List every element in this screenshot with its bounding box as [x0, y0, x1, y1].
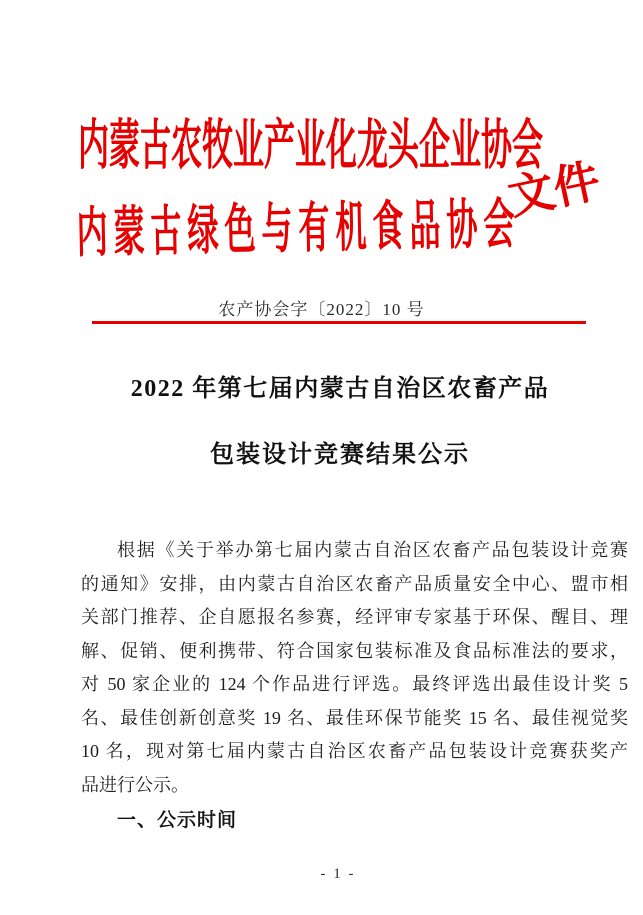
- body-paragraph: [81, 534, 628, 832]
- document-number: 农产协会字〔2022〕10 号: [218, 300, 425, 319]
- body-line: 对 50 家企业的 124 个作品进行评选。最终评选出最佳设计奖 5: [81, 674, 628, 694]
- body-line: 10 名，现对第七届内蒙古自治区农畜产品包装设计竞赛获奖产: [81, 741, 628, 761]
- body-line: 关部门推荐、企自愿报名参赛，经评审专家基于环保、醒目、理: [81, 607, 628, 627]
- document-title-line-2: 包装设计竞赛结果公示: [210, 442, 470, 468]
- page-number: - 1 -: [320, 866, 356, 882]
- red-separator-line: [92, 321, 586, 324]
- document-title-line-1: 2022 年第七届内蒙古自治区农畜产品: [130, 376, 550, 402]
- letterhead-doc-type-label: 文件: [503, 154, 605, 224]
- letterhead-org-name-1: 内蒙古农牧业产业化龙头企业协会: [78, 114, 543, 176]
- body-line: 名、最佳创新创意奖 19 名、最佳环保节能奖 15 名、最佳视觉奖: [81, 707, 628, 728]
- body-line: 根据《关于举办第七届内蒙古自治区农畜产品包装设计竞赛: [117, 540, 628, 560]
- body-line: 解、促销、便利携带、符合国家包装标准及食品标准法的要求，: [81, 640, 628, 661]
- section-heading-publicity-time: 一、公示时间: [117, 810, 238, 831]
- body-line: 品进行公示。: [81, 774, 189, 795]
- body-line: 的通知》安排，由内蒙古自治区农畜产品质量安全中心、盟市相: [81, 573, 628, 594]
- letterhead-org-name-2: 内蒙古绿色与有机食品协会: [75, 193, 522, 264]
- document-title: [85, 374, 595, 470]
